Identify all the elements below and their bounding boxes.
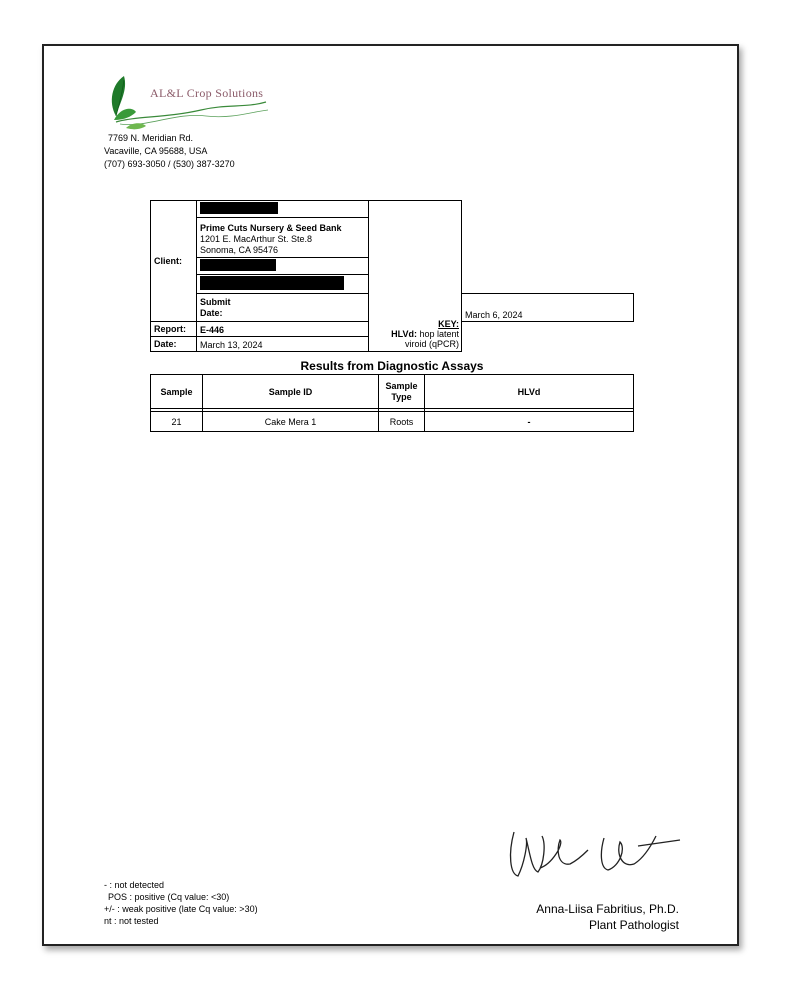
col-hlvd: HLVd: [425, 375, 634, 409]
legend-item: +/- : weak positive (late Cq value: >30): [104, 904, 258, 914]
date-value: March 13, 2024: [197, 337, 369, 352]
key-entry: [371, 329, 459, 349]
legend-item: POS : positive (Cq value: <30): [108, 892, 230, 902]
signatory-name: Anna-Liisa Fabritius, Ph.D.: [536, 902, 679, 916]
address-phone: (707) 693-3050 / (530) 387-3270: [104, 159, 235, 169]
results-table: [150, 374, 634, 432]
col-sample: Sample: [151, 375, 203, 409]
date-label: Date:: [151, 337, 197, 352]
leaf-logo-icon: [106, 72, 271, 132]
submit-label-line2: Date:: [200, 307, 223, 318]
client-address-2: Sonoma, CA 95476: [200, 245, 279, 255]
client-name: Prime Cuts Nursery & Seed Bank: [200, 223, 342, 233]
company-name: AL&L Crop Solutions: [150, 86, 264, 100]
results-title: Results from Diagnostic Assays: [300, 359, 484, 373]
company-address: [104, 132, 235, 171]
submit-date-value: March 6, 2024: [462, 294, 634, 322]
client-label: Client:: [151, 201, 197, 322]
cell-hlvd: -: [425, 412, 634, 432]
redaction-bar: [200, 259, 276, 271]
table-row: [151, 412, 634, 432]
col-sample-type-line2: Type: [391, 391, 412, 402]
submit-label-line1: Submit: [200, 296, 231, 307]
report-value: E-446: [197, 322, 369, 337]
address-street: 7769 N. Meridian Rd.: [108, 133, 194, 143]
signature: [504, 824, 684, 888]
report-label: Report:: [151, 322, 197, 337]
key-label: KEY:: [438, 319, 459, 329]
redacted-field: [197, 258, 369, 275]
client-details: [197, 218, 369, 258]
redaction-bar: [200, 276, 344, 290]
redacted-field: [197, 201, 369, 218]
cell-sample: 21: [151, 412, 203, 432]
legend-item: - : not detected: [104, 880, 165, 890]
key-cell: [369, 201, 462, 352]
cell-sample-id: Cake Mera 1: [203, 412, 379, 432]
report-info-table: [150, 200, 634, 352]
company-logo: [106, 72, 271, 132]
client-address-1: 1201 E. MacArthur St. Ste.8: [200, 234, 313, 244]
redaction-bar: [200, 202, 278, 214]
col-sample-type-line1: Sample: [385, 380, 418, 391]
key-desc: hop latent viroid (qPCR): [404, 329, 459, 349]
results-legend: [104, 879, 258, 927]
redacted-field: [197, 275, 369, 294]
key-abbrev: HLVd:: [391, 329, 417, 339]
address-city: Vacaville, CA 95688, USA: [104, 146, 208, 156]
col-sample-type: [379, 375, 425, 409]
report-page: [42, 44, 739, 946]
signatory-block: [536, 901, 679, 933]
col-sample-id: Sample ID: [203, 375, 379, 409]
legend-item: nt : not tested: [104, 916, 159, 926]
cell-type: Roots: [379, 412, 425, 432]
submit-date-label: [197, 294, 369, 322]
signatory-title: Plant Pathologist: [588, 918, 679, 932]
